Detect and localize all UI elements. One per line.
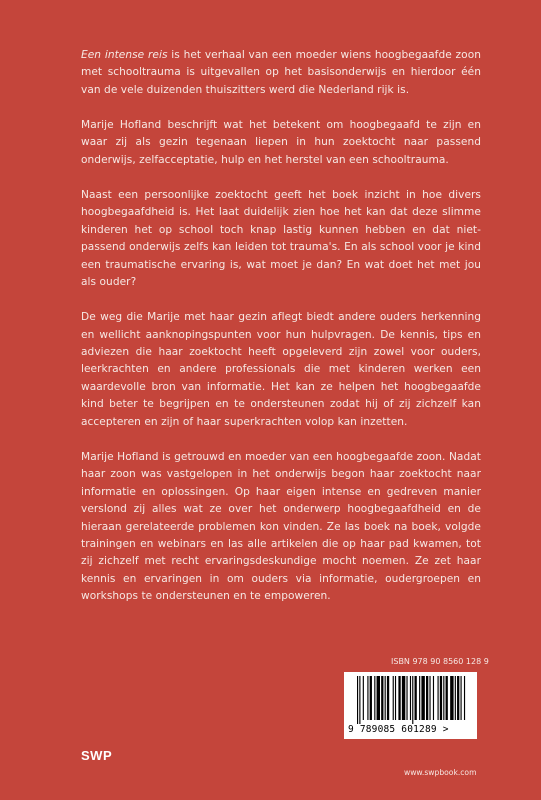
isbn-label: ISBN 978 90 8560 128 9 [391,657,489,666]
barcode-bar [402,676,405,720]
barcode-bar [385,676,386,720]
barcode-bar [363,676,364,720]
barcode-bar [464,676,465,720]
barcode-bar [443,676,444,720]
barcode-bar [446,676,448,720]
publisher-logo: SWP [81,748,113,763]
paragraph-4: De weg die Marije met haar gezin aflegt biedt andere ouders herkenning en wellicht aanknopingspunten voor hun hulpvragen. De kennis, tips en adviezen die haar zoektocht heeft opgeleverd zijn zowel voor ouders, leerkrachten en andere professionals die met kinderen werken een waardevolle bron van informatie. Het kan ze helpen het hoogbegaafde kind beter te begrijpen en te ondersteunen zodat hij of zij zichzelf kan accepteren en zijn of haar superkrachten volop kan inzetten. [81,311,481,428]
barcode-bar [398,676,400,720]
barcode-bar [415,676,417,720]
barcode [344,672,477,739]
back-cover-text [81,47,481,623]
barcode-bar [429,676,430,720]
barcode-bar [393,676,394,720]
barcode-bars [344,672,477,724]
paragraph-intro [81,47,481,99]
barcode-bar [412,676,413,724]
barcode-bar [367,676,368,720]
barcode-bar [419,676,420,720]
barcode-bar [433,676,434,720]
paragraph-author-bio: Marije Hofland is getrouwd en moeder van een hoogbegaafde zoon. Nadat haar zoon was vastgelopen in het onderwijs begon haar zoektocht naar informatie en oplossingen. Op haar eigen intense en gedreven manier verslond zij alles wat ze over het onderwerp hoogbegaafdheid en de hieraan gerelateerde problemen kon vinden. Ze las boek na boek, volgde trainingen en webinars en las alle artikelen die op haar pad kwamen, tot zij zichzelf met recht ervaringsdeskundige mocht noemen. Ze zet haar kennis en ervaringen in om ouders via informatie, oudergroepen en workshops te ondersteunen en te empoweren. [81,450,481,603]
barcode-bar [421,676,424,720]
publisher-website: www.swpbook.com [404,768,477,777]
barcode-bar [381,676,383,720]
barcode-bar [357,676,358,724]
book-title: Een intense reis [81,49,168,61]
barcode-bar [387,676,389,720]
paragraph-2: Marije Hofland beschrijft wat het betekent om hoogbegaafd te zijn en waar zij als gezin tegenaan liepen in hun zoektocht naar passend onderwijs, zelfacceptatie, hulp en het herstel van een schooltrauma. [81,119,481,166]
paragraph-3: Naast een persoonlijke zoektocht geeft het boek inzicht in hoe divers hoogbegaafdheid is. Het laat duidelijk zien hoe het kan dat deze slimme kinderen het op school toch knap lastig kunnen hebben en dat niet-passend onderwijs zelfs kan leiden tot trauma's. En als school voor je kind een traumatische ervaring is, wat moet je dan? En wat doet het met jou als ouder? [81,189,481,289]
barcode-bar [455,676,456,720]
barcode-bar [426,676,428,720]
barcode-bar [374,676,375,720]
barcode-bar [377,676,380,720]
barcode-bar [450,676,453,720]
barcode-bar [370,676,372,720]
barcode-bar [395,676,396,720]
barcode-bar [461,676,462,720]
barcode-bar [438,676,439,720]
barcode-bar [410,676,411,720]
barcode-bar [457,676,459,720]
barcode-bar [359,676,360,724]
barcode-bar [406,676,407,720]
barcode-bar [440,676,442,720]
paragraph-intro-text: is het verhaal van een moeder wiens hoogbegaafde zoon met schooltrauma is uitgevallen op het basisonderwijs en hierdoor één van de vele duizenden thuiszitters werd die Nederland rijk is. [81,49,481,96]
barcode-digits: 9 789085 601289 > [348,724,449,735]
